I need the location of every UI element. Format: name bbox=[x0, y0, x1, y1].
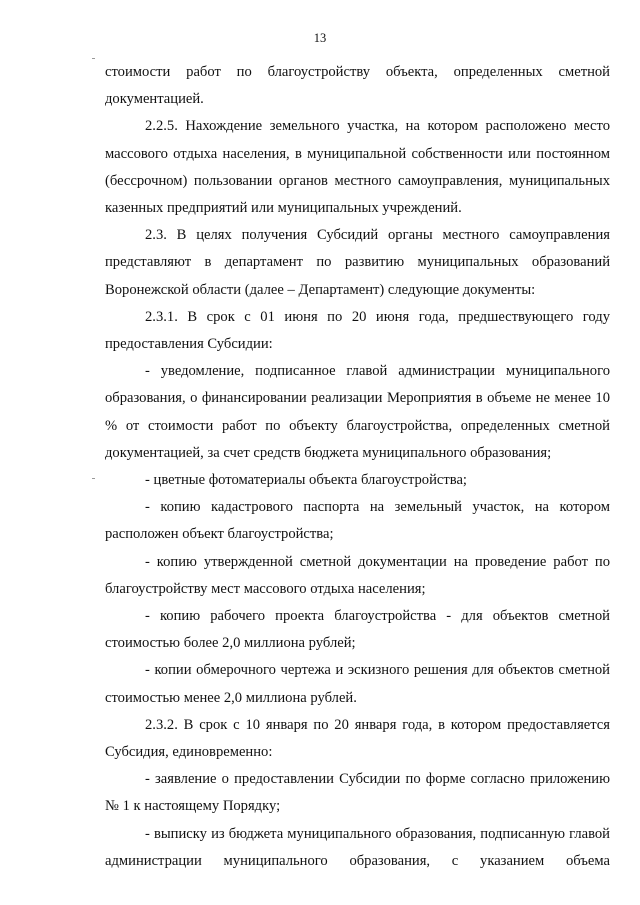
list-item-photos: - цветные фотоматериалы объекта благоустройства; bbox=[145, 472, 467, 489]
list-item-application: - заявление о предоставлении Субсидии по форме согласно приложению № 1 к настоящему Порядку; bbox=[105, 771, 610, 815]
list-item-measurement-drawing: - копии обмерочного чертежа и эскизного решения для объектов сметной стоимостью менее 2,0 миллиона рублей. bbox=[105, 662, 610, 706]
paragraph-1: стоимости работ по благоустройству объекта, определенных сметной документацией. bbox=[105, 64, 610, 108]
paragraph-2-3-2: 2.3.2. В срок с 10 января по 20 января года, в котором предоставляется Субсидия, единовременно: bbox=[105, 716, 610, 761]
margin-mark-top bbox=[92, 58, 95, 59]
list-item-cadastral-passport: - копию кадастрового паспорта на земельный участок, на котором расположен объект благоустройства; bbox=[105, 499, 610, 543]
paragraph-2-3: 2.3. В целях получения Субсидий органы местного самоуправления представляют в департамент по развитию муниципальных образований Воронежской области (далее – Департамент) следующие документы: bbox=[105, 227, 610, 298]
list-item-notification: - уведомление, подписанное главой администрации муниципального образования, о финансировании реализации Мероприятия в объеме не менее 10 % от стоимости работ по объекту благоустройства, определенных сметной документацией, за счет средств бюджета муниципального образования; bbox=[105, 363, 610, 461]
page-number: 13 bbox=[313, 31, 327, 45]
paragraph-2-2-5: 2.2.5. Нахождение земельного участка, на котором расположено место массового отдыха населения, в муниципальной собственности или постоянном (бессрочном) пользовании органов местного самоуправления, муниципальных казенных предприятий или муниципальных учреждений. bbox=[105, 118, 610, 217]
list-item-estimate-documentation: - копию утвержденной сметной документации на проведение работ по благоустройству мест массового отдыха населения; bbox=[105, 553, 610, 597]
paragraph-2-3-1: 2.3.1. В срок с 01 июня по 20 июня года, предшествующего году предоставления Субсидии: bbox=[105, 308, 610, 353]
document-body bbox=[105, 59, 610, 875]
list-item-budget-extract: - выписку из бюджета муниципального образования, подписанную главой администрации муниципального образования, с указанием объема bbox=[105, 825, 610, 869]
list-item-working-project: - копию рабочего проекта благоустройства - для объектов сметной стоимостью более 2,0 миллиона рублей; bbox=[105, 608, 610, 652]
margin-mark-middle bbox=[92, 478, 95, 479]
